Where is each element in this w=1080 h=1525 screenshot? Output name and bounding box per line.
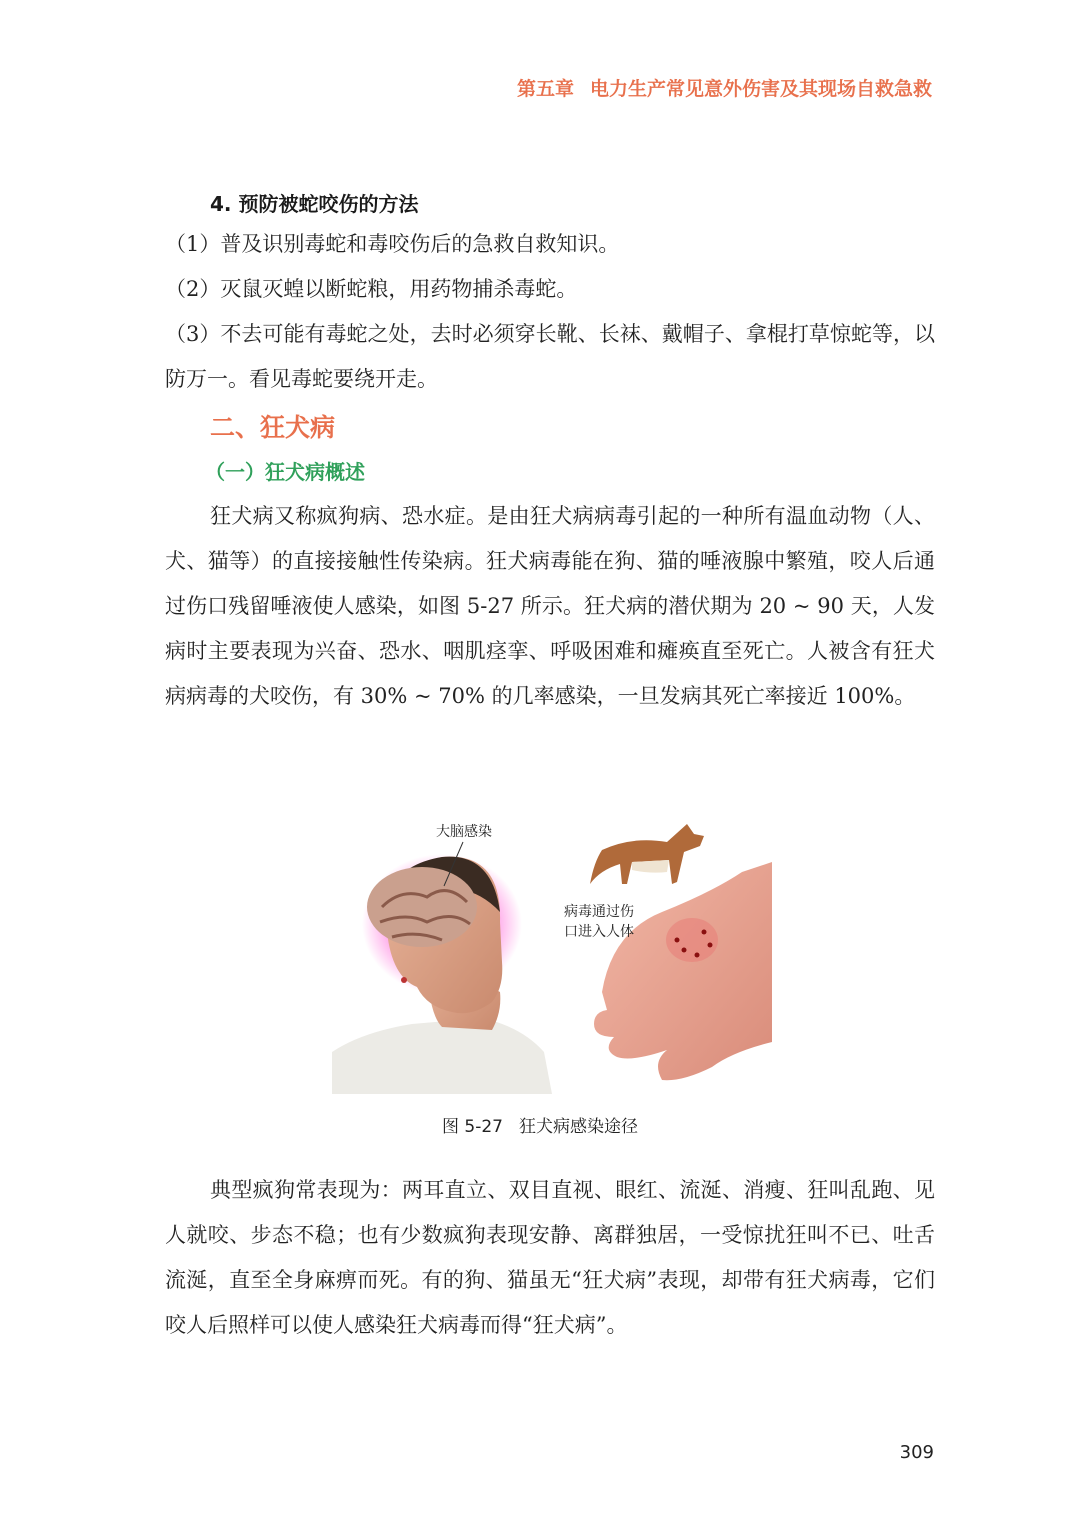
prevention-item-2: （2）灭鼠灭蝗以断蛇粮，用药物捕杀毒蛇。	[165, 277, 578, 301]
section-heading-prevention: 4. 预防被蛇咬伤的方法	[210, 192, 419, 216]
chapter-title: 电力生产常见意外伤害及其现场自救急救	[589, 78, 932, 100]
subsection-heading-overview: （一）狂犬病概述	[205, 460, 365, 484]
section-heading-rabies: 二、狂犬病	[210, 413, 336, 442]
label-brain-infection: 大脑感染	[436, 824, 492, 840]
label-wound-line-1: 病毒通过伤	[564, 904, 634, 920]
prevention-list	[165, 222, 935, 402]
caption-text: 狂犬病感染途径	[519, 1117, 638, 1137]
paragraph-text: 狂犬病又称疯狗病、恐水症。是由狂犬病病毒引起的一种所有温血动物（人、犬、猫等）的直接接触性传染病。狂犬病毒能在狗、猫的唾液腺中繁殖，咬人后通过伤口残留唾液使人感染，如图 5-27 所示。狂犬病的潜伏期为 20 ~ 90 天，人发病时主要表现为兴奋、恐水、咽肌痉挛、呼吸困难和瘫痪直至死亡。人被含有狂犬病病毒的犬咬伤，有 30% ~ 70% 的几率感染，一旦发病其死亡率接近 100%。	[165, 504, 935, 708]
running-head	[517, 74, 932, 101]
chapter-number: 第五章	[516, 78, 574, 100]
label-wound-line-2: 口进入人体	[564, 924, 634, 940]
paragraph-text: 典型疯狗常表现为：两耳直立、双目直视、眼红、流涎、消瘦、狂叫乱跑、见人就咬、步态不稳；也有少数疯狗表现安静、离群独居，一受惊扰狂叫不已、吐舌流涎，直至全身麻痹而死。有的狗、猫虽无“狂犬病”表现，却带有狂犬病毒，它们咬人后照样可以使人感染狂犬病毒而得“狂犬病”。	[165, 1178, 935, 1337]
prevention-item-3: （3）不去可能有毒蛇之处，去时必须穿长靴、长袜、戴帽子、拿棍打草惊蛇等，以防万一。看见毒蛇要绕开走。	[165, 322, 935, 391]
caption-number: 图 5-27	[442, 1117, 503, 1137]
rabies-infection-figure	[332, 812, 772, 1094]
prevention-item-1: （1）普及识别毒蛇和毒咬伤后的急救自救知识。	[165, 232, 620, 256]
rabies-overview-paragraph	[165, 494, 935, 719]
mad-dog-symptoms-paragraph	[165, 1168, 935, 1348]
figure-caption	[0, 1112, 1080, 1137]
page-number: 309	[899, 1442, 934, 1463]
